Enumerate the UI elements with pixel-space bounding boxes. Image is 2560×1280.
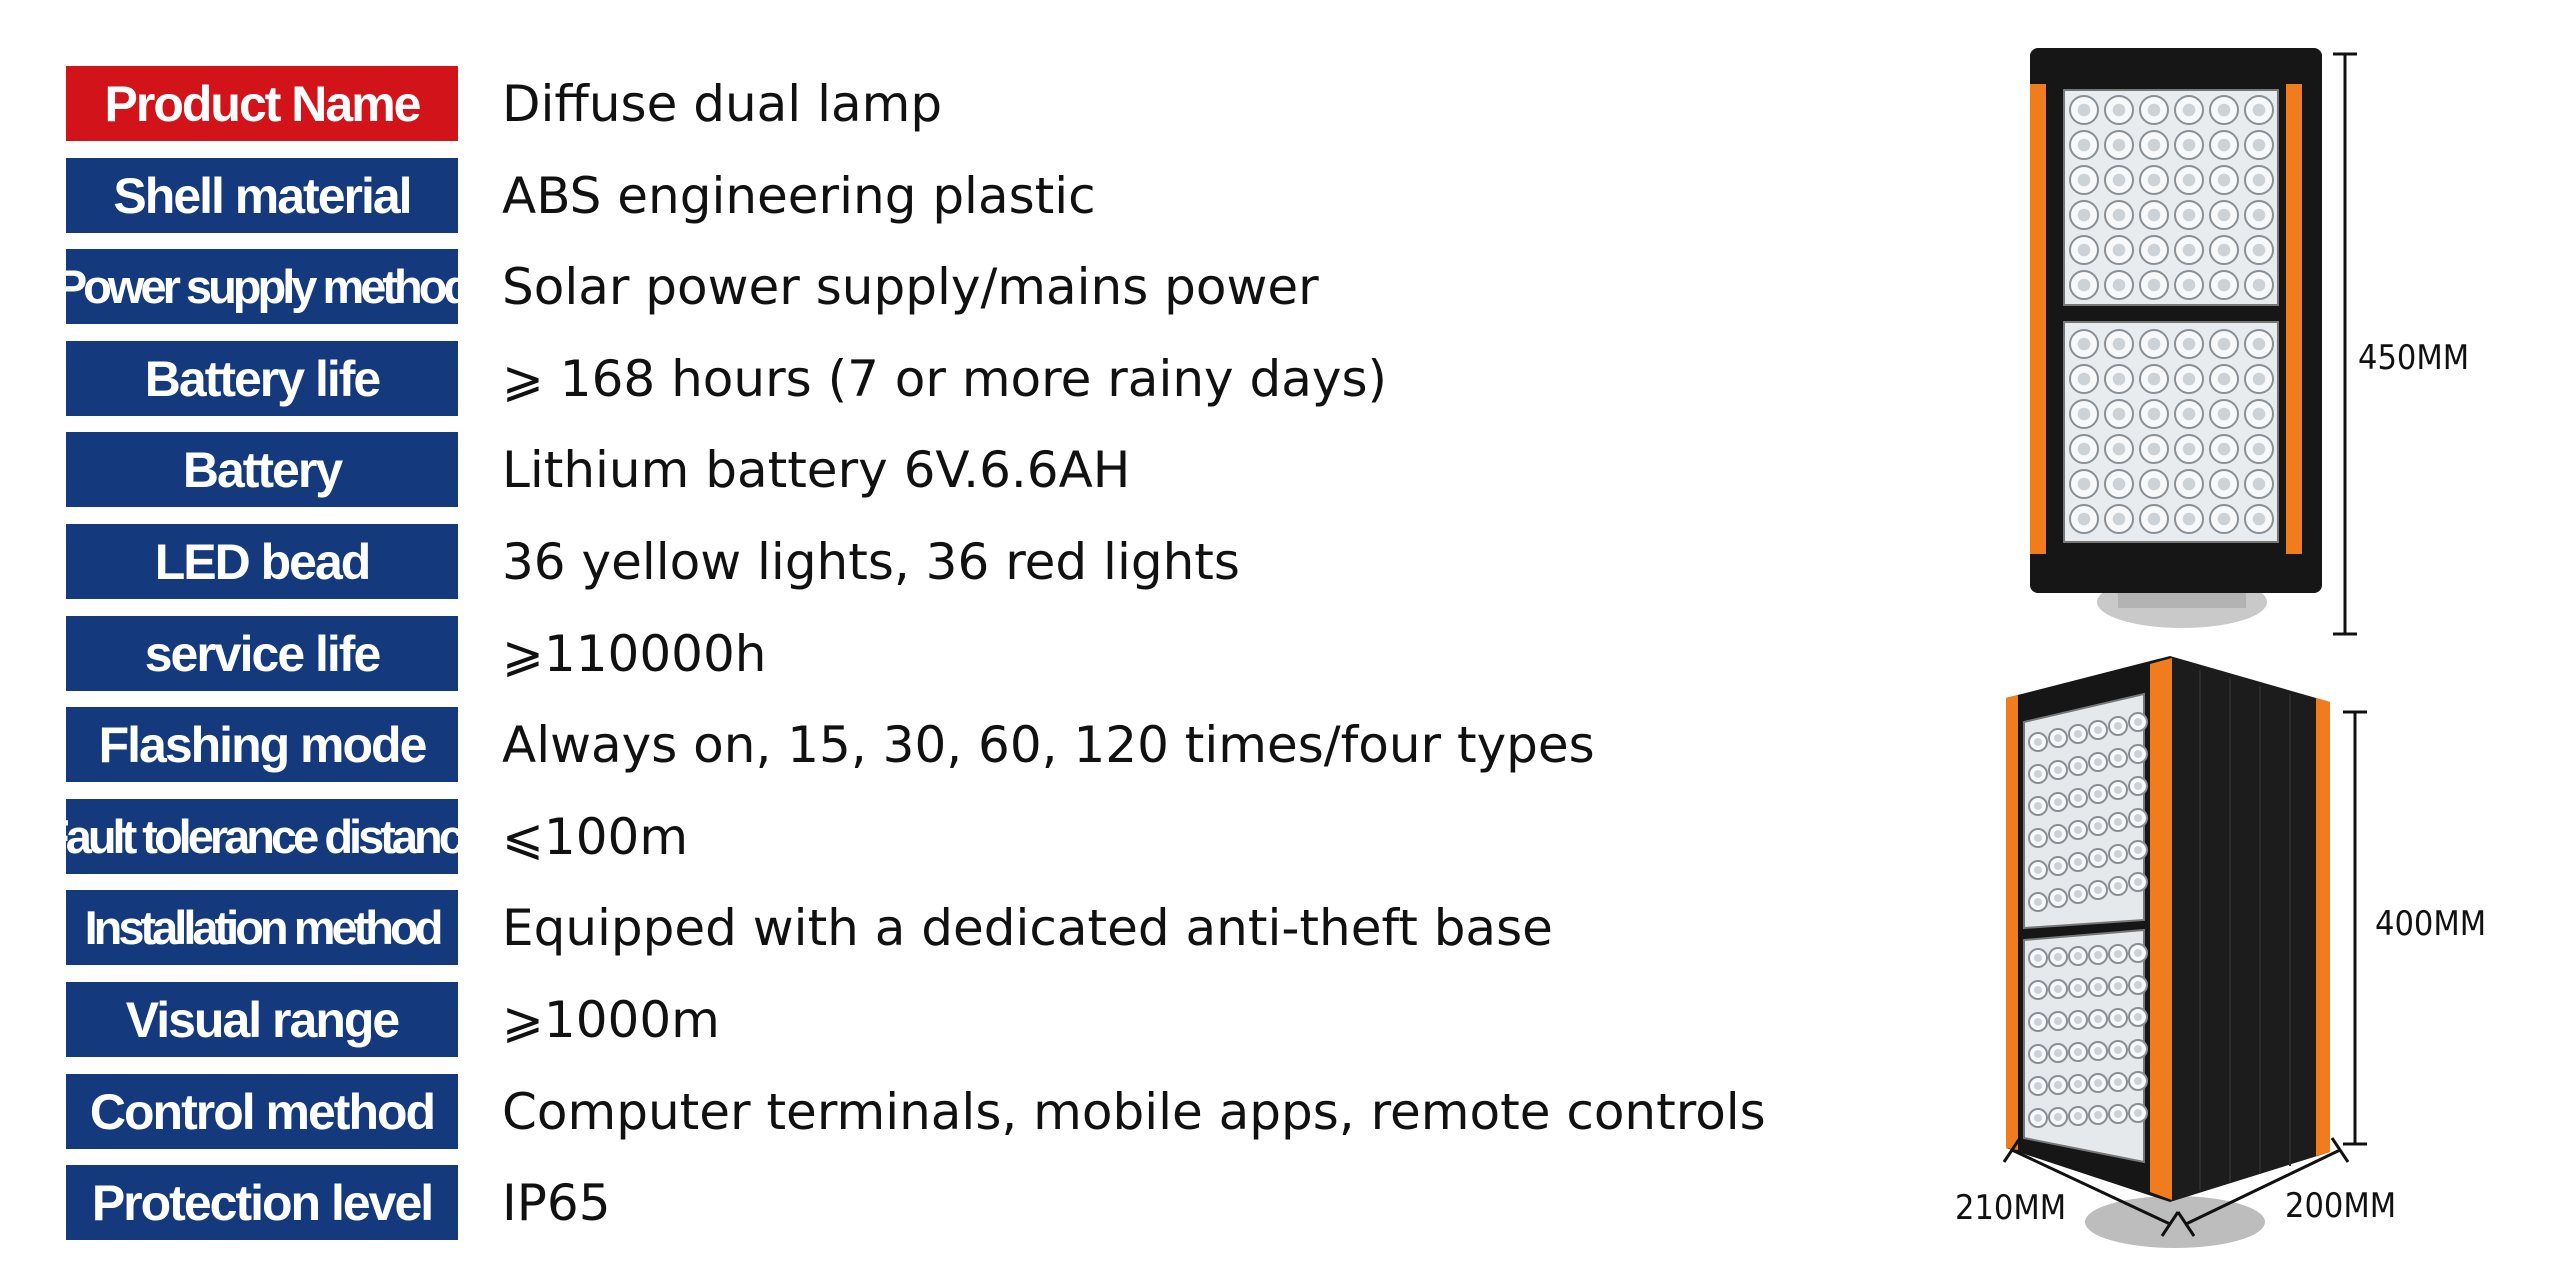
spec-row <box>66 1165 1866 1240</box>
spec-value: 36 yellow lights, 36 red lights <box>502 532 1240 591</box>
spec-value: Lithium battery 6V.6.6AH <box>502 440 1131 499</box>
spec-value: ⩾ 168 hours (7 or more rainy days) <box>502 349 1388 408</box>
spec-row <box>66 1074 1866 1149</box>
spec-value: ⩾1000m <box>502 990 720 1049</box>
spec-label: Fault tolerance distance <box>66 799 458 874</box>
spec-row <box>66 890 1866 965</box>
lamp-front-view-image <box>2010 40 2330 650</box>
spec-header-label: Product Name <box>66 66 458 141</box>
spec-value: Diffuse dual lamp <box>502 74 943 133</box>
spec-label: LED bead <box>66 524 458 599</box>
spec-value: ⩾110000h <box>502 624 767 683</box>
spec-value: Computer terminals, mobile apps, remote controls <box>502 1082 1766 1141</box>
spec-row <box>66 524 1866 599</box>
spec-row <box>66 158 1866 233</box>
spec-value: Solar power supply/mains power <box>502 257 1319 316</box>
dimension-width-left: 210MM <box>1955 1188 2067 1228</box>
spec-label: Battery <box>66 432 458 507</box>
spec-row <box>66 341 1866 416</box>
spec-row <box>66 707 1866 782</box>
spec-label: Visual range <box>66 982 458 1057</box>
spec-value: ⩽100m <box>502 807 689 866</box>
spec-row <box>66 432 1866 507</box>
height-dimension-line-iso <box>2340 708 2370 1148</box>
spec-value: Equipped with a dedicated anti-theft base <box>502 898 1553 957</box>
spec-label: Power supply method <box>66 249 458 324</box>
spec-value: IP65 <box>502 1173 611 1232</box>
dimension-height-front: 450MM <box>2358 338 2470 378</box>
spec-row <box>55 249 1866 324</box>
height-dimension-line-front <box>2330 50 2360 640</box>
spec-row <box>66 982 1866 1057</box>
spec-label: Control method <box>66 1074 458 1149</box>
spec-value: Always on, 15, 30, 60, 120 times/four types <box>502 715 1595 774</box>
spec-label: Flashing mode <box>66 707 458 782</box>
spec-label: service life <box>66 616 458 691</box>
dimension-height-iso: 400MM <box>2375 904 2487 944</box>
spec-value: ABS engineering plastic <box>502 166 1096 225</box>
spec-label: Protection level <box>66 1165 458 1240</box>
spec-label: Battery life <box>66 341 458 416</box>
spec-row <box>40 799 1866 874</box>
spec-label: Shell material <box>66 158 458 233</box>
spec-row <box>66 66 1866 141</box>
spec-row <box>66 616 1866 691</box>
spec-label: Installation method <box>66 890 458 965</box>
dimension-width-right: 200MM <box>2285 1186 2397 1226</box>
